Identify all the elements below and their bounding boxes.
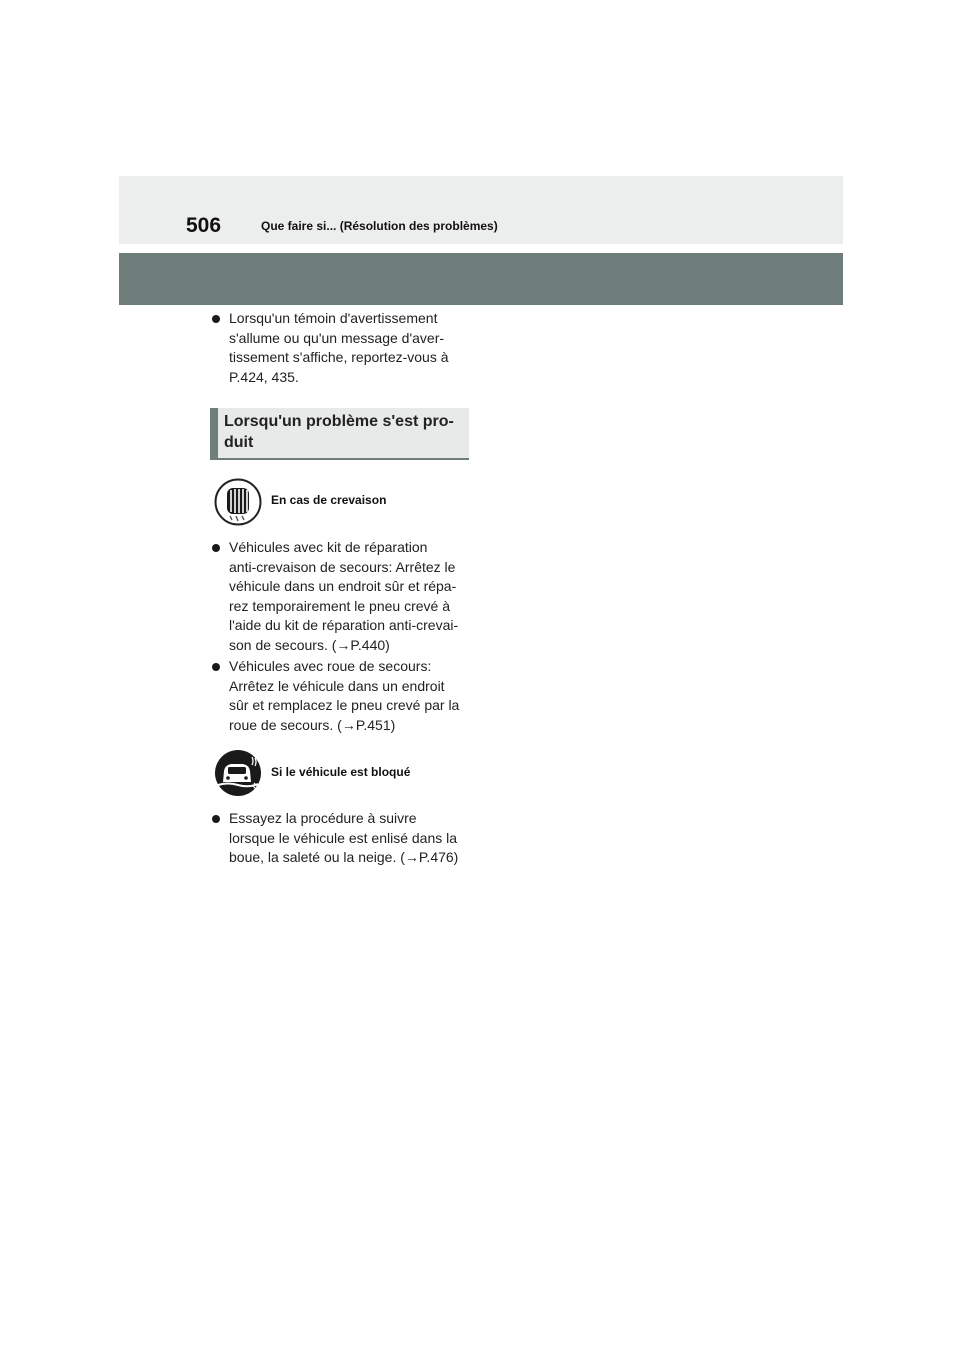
- subheading-accent: [210, 408, 218, 460]
- page-number: 506: [186, 214, 222, 237]
- flat-tire-icon: [214, 478, 262, 526]
- header-bar: [119, 176, 843, 244]
- bullet-dot: [212, 544, 220, 552]
- flat-tire-label: En cas de crevaison: [271, 493, 387, 507]
- bullet-text: Lorsqu'un témoin d'avertissement s'allume ou qu'un message d'aver- tissement s'affiche, reportez-vous à P.424, 435.: [229, 310, 449, 385]
- bullet-text: Essayez la procédure à suivre lorsque le véhicule est enlisé dans la boue, la saleté ou la neige. (→P.476): [229, 810, 459, 865]
- bullet-text: Véhicules avec roue de secours: Arrêtez le véhicule dans un endroit sûr et remplacez le pneu crevé par la roue de secours. (→P.451): [229, 658, 460, 733]
- bullet-dot: [212, 815, 220, 823]
- header-band: [119, 253, 843, 305]
- section-title: Que faire si... (Résolution des problèmes): [261, 219, 498, 233]
- bullet-text: Véhicules avec kit de réparation anti-crevaison de secours: Arrêtez le véhicule dans un endroit sûr et répa- rez temporairement le pneu crevé à l'aide du kit de réparation anti-crevai- son de secours. (→P.440): [229, 539, 459, 653]
- list-item: [212, 809, 482, 868]
- list-item: [212, 538, 482, 655]
- list-item: [212, 657, 482, 735]
- stuck-car-icon: [214, 749, 262, 797]
- subheading-title: Lorsqu'un problème s'est pro- duit: [224, 413, 454, 451]
- stuck-label: Si le véhicule est bloqué: [271, 765, 411, 779]
- bullet-dot: [212, 315, 220, 323]
- subheading-box: [210, 408, 469, 460]
- bullet-dot: [212, 663, 220, 671]
- intro-bullet: [212, 309, 482, 387]
